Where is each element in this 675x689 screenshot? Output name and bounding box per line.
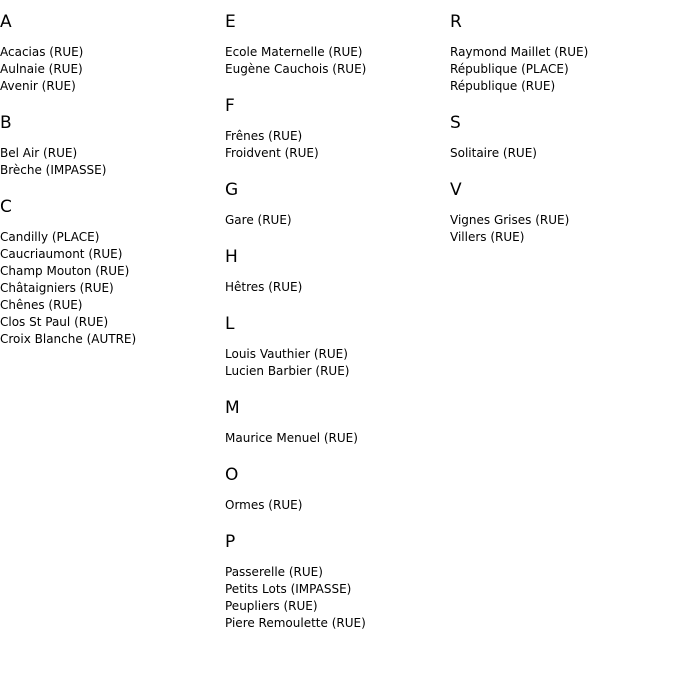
street-link[interactable]: Passerelle (RUE) <box>225 565 323 579</box>
letter-section <box>450 111 670 162</box>
street-link[interactable]: Villers (RUE) <box>450 230 525 244</box>
section-letter-heading: S <box>450 113 461 133</box>
street-link[interactable]: Petits Lots (IMPASSE) <box>225 582 352 596</box>
section-letter-heading: B <box>0 113 12 133</box>
street-link[interactable]: Ecole Maternelle (RUE) <box>225 45 363 59</box>
section-letter-heading: F <box>225 96 235 116</box>
street-link[interactable]: Châtaigniers (RUE) <box>0 281 114 295</box>
street-link[interactable]: Hêtres (RUE) <box>225 280 303 294</box>
letter-section <box>225 94 445 162</box>
street-index-column-2 <box>225 10 445 648</box>
letter-section <box>450 178 670 246</box>
section-letter-heading: P <box>225 532 236 552</box>
street-link[interactable]: Peupliers (RUE) <box>225 599 318 613</box>
letter-section <box>225 530 445 632</box>
section-letter-heading: L <box>225 314 235 334</box>
street-link[interactable]: Acacias (RUE) <box>0 45 84 59</box>
letter-section <box>450 10 670 95</box>
section-letter-heading: R <box>450 12 462 32</box>
section-letter-heading: E <box>225 12 236 32</box>
letter-section <box>225 463 445 514</box>
letter-section <box>225 245 445 296</box>
street-link[interactable]: Ormes (RUE) <box>225 498 303 512</box>
letter-section <box>225 396 445 447</box>
section-letter-heading: C <box>0 197 12 217</box>
street-link[interactable]: Avenir (RUE) <box>0 79 76 93</box>
section-letter-heading: H <box>225 247 238 267</box>
letter-section <box>225 10 445 78</box>
street-link[interactable]: Raymond Maillet (RUE) <box>450 45 589 59</box>
letter-section <box>225 312 445 380</box>
section-letter-heading: A <box>0 12 12 32</box>
section-letter-heading: M <box>225 398 240 418</box>
street-link[interactable]: Clos St Paul (RUE) <box>0 315 109 329</box>
street-link[interactable]: Maurice Menuel (RUE) <box>225 431 358 445</box>
street-link[interactable]: Caucriaumont (RUE) <box>0 247 123 261</box>
street-link[interactable]: Lucien Barbier (RUE) <box>225 364 350 378</box>
street-link[interactable]: Croix Blanche (AUTRE) <box>0 332 137 346</box>
letter-section <box>0 111 220 179</box>
street-link[interactable]: Bel Air (RUE) <box>0 146 78 160</box>
letter-section <box>225 178 445 229</box>
section-letter-heading: G <box>225 180 239 200</box>
street-link[interactable]: Piere Remoulette (RUE) <box>225 616 366 630</box>
street-link[interactable]: Candilly (PLACE) <box>0 230 100 244</box>
letter-section <box>0 10 220 95</box>
street-link[interactable]: Champ Mouton (RUE) <box>0 264 130 278</box>
street-link[interactable]: Brèche (IMPASSE) <box>0 163 107 177</box>
street-link[interactable]: République (RUE) <box>450 79 556 93</box>
street-link[interactable]: Gare (RUE) <box>225 213 292 227</box>
street-link[interactable]: Frênes (RUE) <box>225 129 303 143</box>
street-link[interactable]: Solitaire (RUE) <box>450 146 537 160</box>
street-link[interactable]: Louis Vauthier (RUE) <box>225 347 348 361</box>
street-link[interactable]: Froidvent (RUE) <box>225 146 319 160</box>
street-index-column-1 <box>0 10 220 364</box>
street-link[interactable]: République (PLACE) <box>450 62 569 76</box>
street-link[interactable]: Vignes Grises (RUE) <box>450 213 570 227</box>
street-index-column-3 <box>450 10 670 262</box>
street-link[interactable]: Aulnaie (RUE) <box>0 62 83 76</box>
letter-section <box>0 195 220 348</box>
section-letter-heading: V <box>450 180 462 200</box>
street-link[interactable]: Chênes (RUE) <box>0 298 83 312</box>
section-letter-heading: O <box>225 465 239 485</box>
street-link[interactable]: Eugène Cauchois (RUE) <box>225 62 367 76</box>
